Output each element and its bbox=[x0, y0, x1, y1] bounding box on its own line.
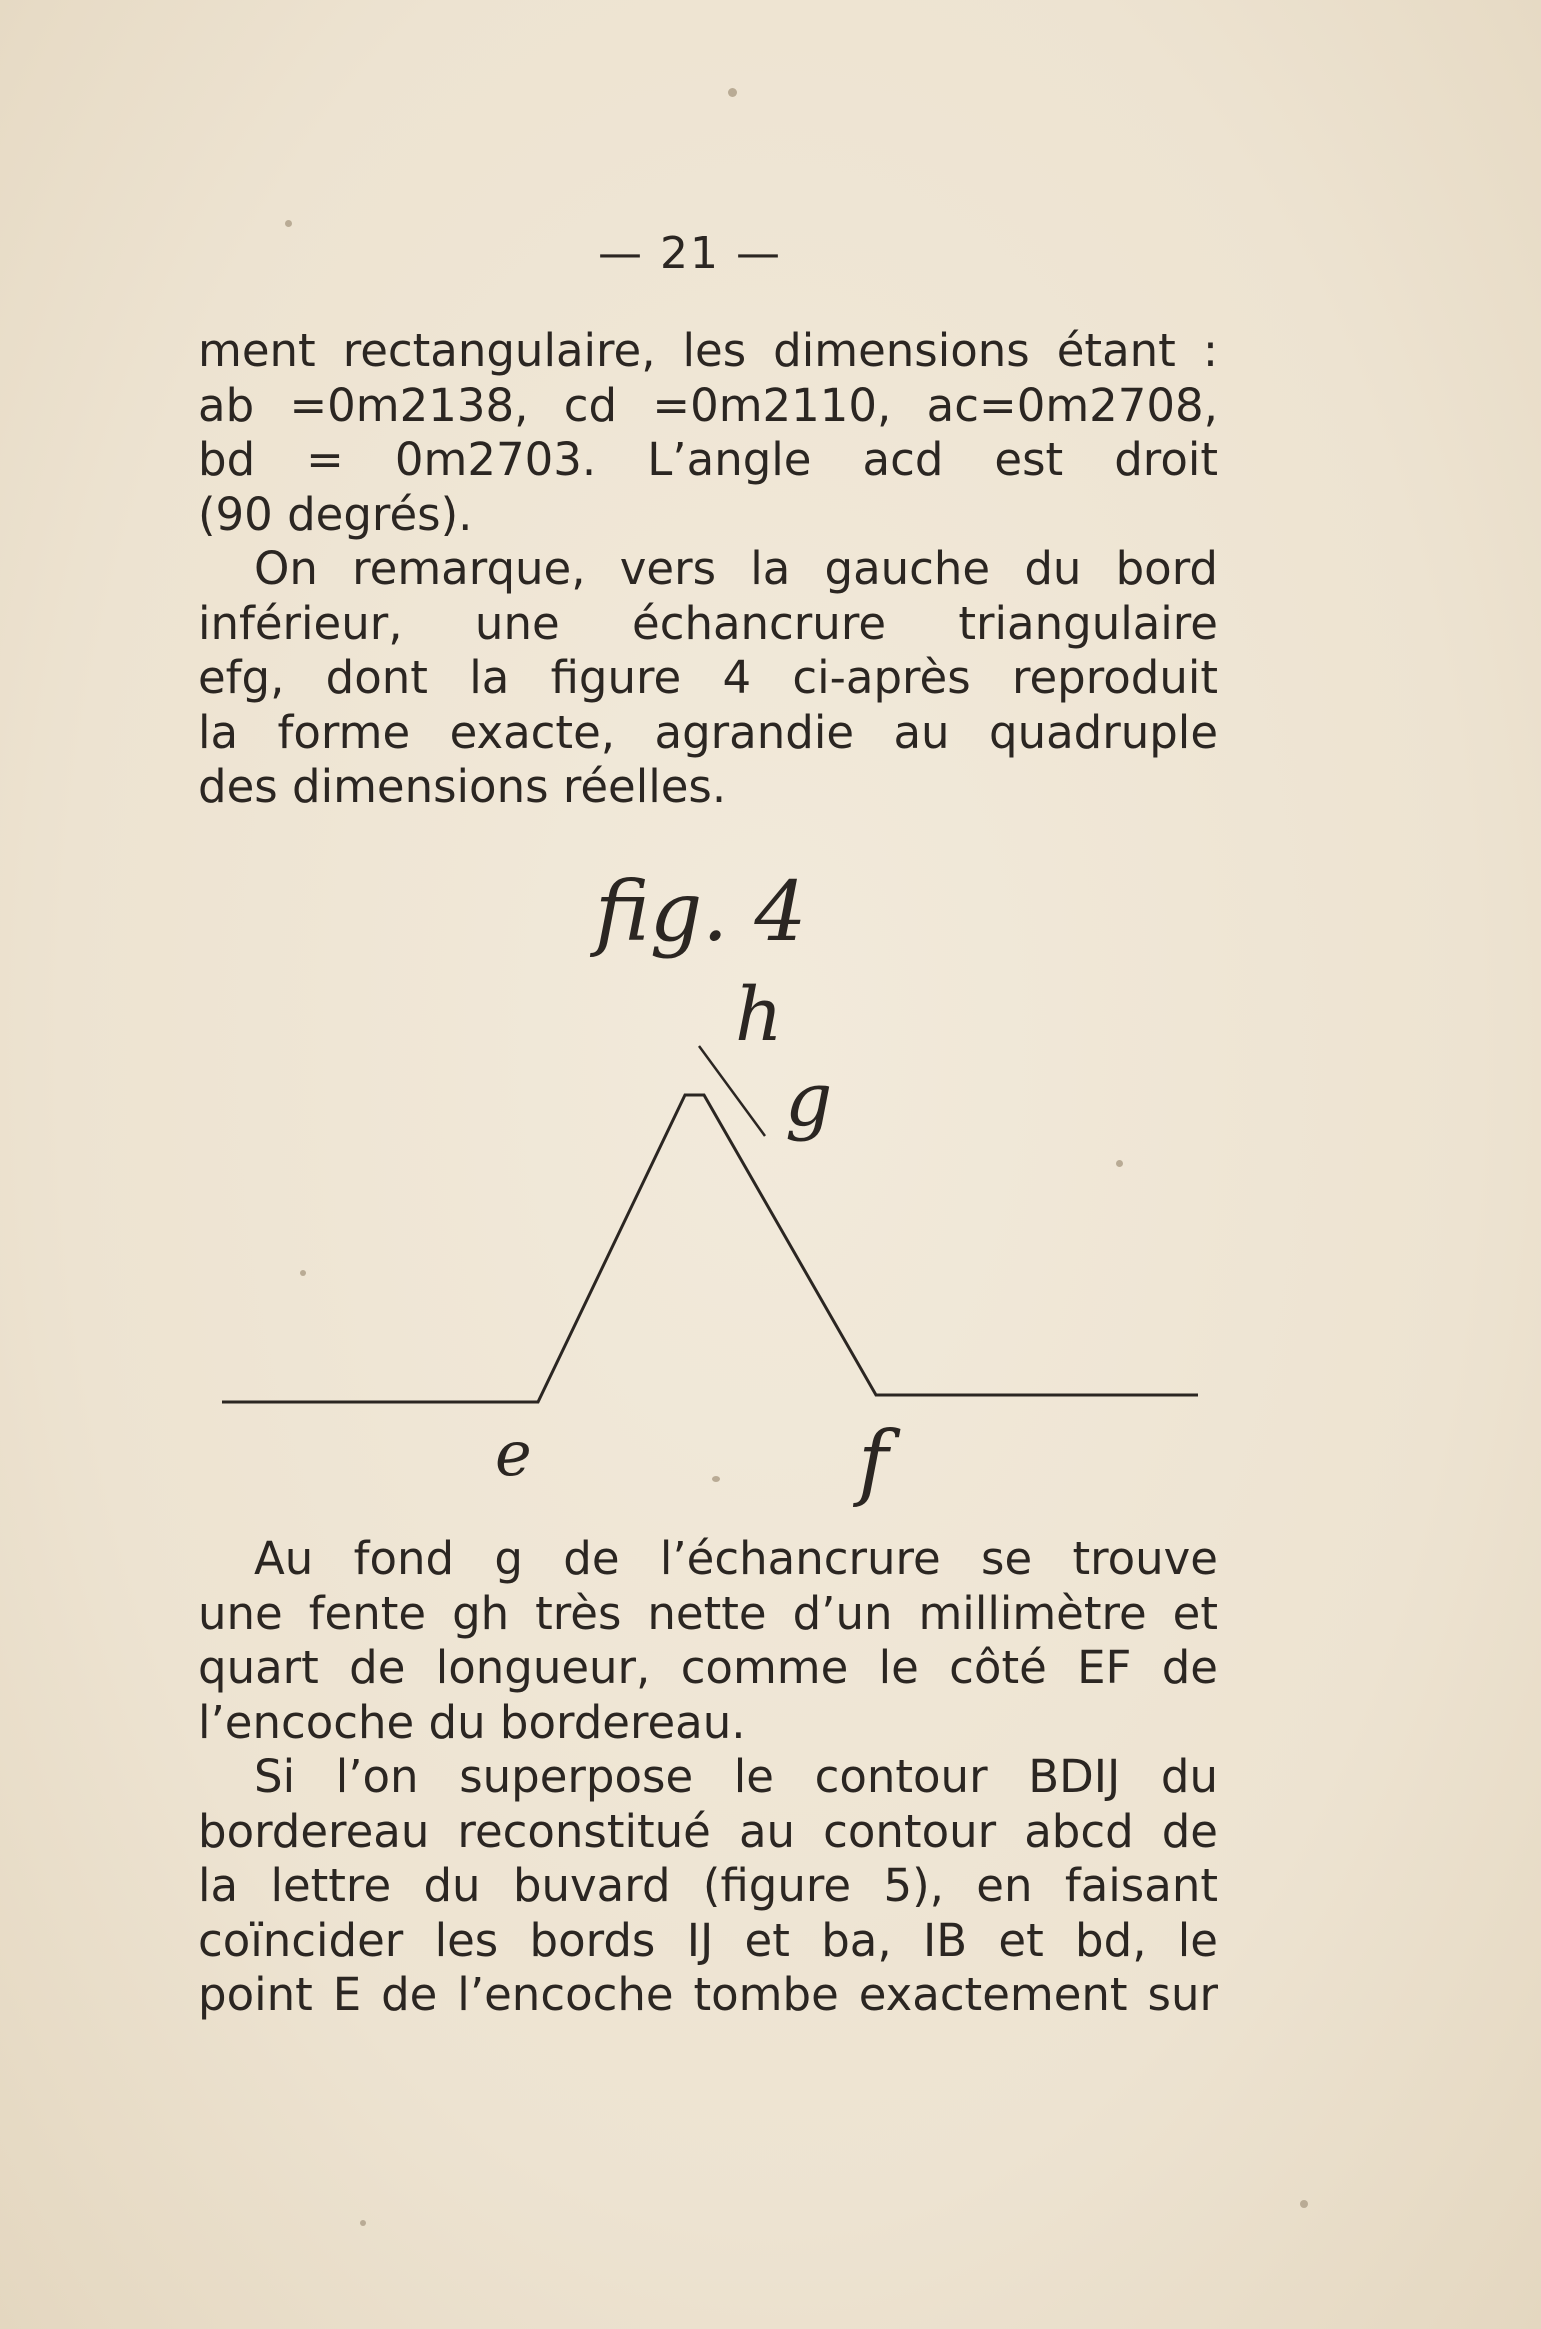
text-line: bordereau reconstitué au contour abcd de bbox=[198, 1804, 1218, 1858]
foxing-spot bbox=[1300, 2200, 1308, 2208]
figure-4 bbox=[0, 850, 1541, 1530]
text-line: inférieur, une échancrure triangulaire bbox=[198, 596, 1218, 650]
text-line: bd = 0m2703. L’angle acd est droit bbox=[198, 433, 1218, 486]
text-line: Au fond g de l’échancrure se trouve bbox=[254, 1532, 1218, 1585]
foxing-spot bbox=[360, 2220, 366, 2226]
text-line: quart de longueur, comme le côté EF de bbox=[198, 1641, 1218, 1694]
slit-line bbox=[699, 1046, 765, 1136]
paragraph-fente bbox=[198, 1532, 1218, 1750]
text-line: la forme exacte, agrandie au quadruple bbox=[198, 705, 1218, 759]
text-line: point E de l’encoche tombe exactement sur bbox=[198, 1968, 1218, 2021]
text-block-top bbox=[198, 324, 1218, 815]
text-line: efg, dont la figure 4 ci-après reproduit bbox=[198, 651, 1218, 704]
text-line: ab =0m2138, cd =0m2110, ac=0m2708, bbox=[198, 378, 1218, 432]
foxing-spot bbox=[1116, 1160, 1123, 1167]
text-line: (90 degrés). bbox=[198, 487, 473, 541]
text-block-bottom bbox=[198, 1532, 1218, 2023]
figure-4-drawing bbox=[0, 850, 1541, 1530]
text-line: l’encoche du bordereau. bbox=[198, 1695, 746, 1749]
text-line: des dimensions réelles. bbox=[198, 760, 727, 813]
foxing-spot bbox=[300, 1270, 306, 1276]
notch-outline bbox=[222, 1095, 1198, 1402]
text-line: coïncider les bords IJ et ba, IB et bd, le bbox=[198, 1913, 1218, 1967]
text-line: On remarque, vers la gauche du bord bbox=[254, 542, 1218, 595]
label-e: e bbox=[495, 1417, 532, 1490]
label-f: f bbox=[858, 1415, 889, 1510]
paragraph-dimensions bbox=[198, 324, 1218, 542]
paragraph-superpose bbox=[198, 1750, 1218, 2023]
label-h: h bbox=[735, 972, 783, 1058]
foxing-spot bbox=[285, 220, 292, 227]
label-g: g bbox=[785, 1057, 833, 1143]
text-line: Si l’on superpose le contour BDIJ du bbox=[254, 1750, 1218, 1803]
text-line: ment rectangulaire, les dimensions étant : bbox=[198, 324, 1218, 377]
paragraph-echancrure bbox=[198, 542, 1218, 815]
foxing-spot bbox=[728, 88, 737, 97]
foxing-spot bbox=[712, 1476, 720, 1482]
text-line: la lettre du buvard (figure 5), en faisant bbox=[198, 1859, 1218, 1912]
figure-caption: fig. 4 bbox=[595, 865, 807, 960]
page-number: — 21 — bbox=[598, 228, 782, 279]
text-line: une fente gh très nette d’un millimètre et bbox=[198, 1586, 1218, 1640]
